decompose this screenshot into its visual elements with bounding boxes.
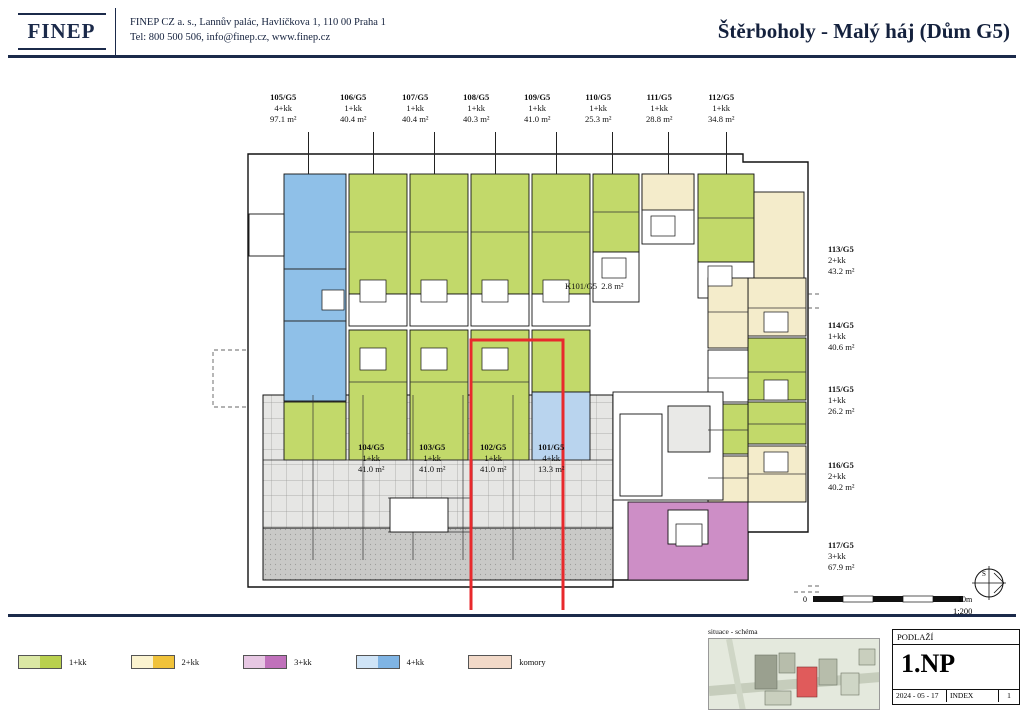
legend-label: komory <box>519 657 546 667</box>
unit-area: 13.3 m² <box>538 464 565 474</box>
unit-label-114 <box>828 320 854 353</box>
company-address: FINEP CZ a. s., Lannův palác, Havlíčkova 1, 110 00 Praha 1 <box>130 17 386 28</box>
leader-line <box>612 132 613 174</box>
legend-label: 4+kk <box>406 657 425 667</box>
unit-id: 107/G5 <box>402 92 429 102</box>
legend-item-2kk <box>131 655 200 669</box>
unit-layout: 1+kk <box>528 103 547 113</box>
legend-label: 2+kk <box>181 657 200 667</box>
unit-id: 114/G5 <box>828 320 854 330</box>
scale-bar <box>803 592 983 614</box>
unit-layout: 2+kk <box>828 471 846 481</box>
unit-layout: 3+kk <box>828 551 846 561</box>
unit-layout: 1+kk <box>406 103 425 113</box>
unit-label-104 <box>358 442 384 475</box>
unit-id: 117/G5 <box>828 540 854 550</box>
index-label: INDEX <box>947 690 999 702</box>
unit-area: 40.2 m² <box>828 482 855 492</box>
storage-area: 2.8 m² <box>601 281 624 291</box>
unit-id: 102/G5 <box>480 442 507 452</box>
unit-label-103 <box>419 442 445 475</box>
site-plan-title: situace - schéma <box>708 627 758 636</box>
floor-meta <box>893 689 1019 702</box>
unit-label-111 <box>646 92 672 125</box>
scale-min-label: 0 <box>803 595 807 604</box>
unit-label-116 <box>828 460 854 493</box>
finep-logo <box>8 8 116 55</box>
unit-layout: 4+kk <box>542 453 561 463</box>
unit-area: 67.9 m² <box>828 562 855 572</box>
unit-id: 109/G5 <box>524 92 551 102</box>
legend-item-komory <box>468 655 545 669</box>
unit-layout: 1+kk <box>828 395 846 405</box>
svg-text:S: S <box>982 570 986 578</box>
company-info <box>116 8 718 55</box>
unit-label-115 <box>828 384 854 417</box>
unit-id: 108/G5 <box>463 92 490 102</box>
unit-area: 34.8 m² <box>708 114 735 124</box>
leader-line <box>495 132 496 174</box>
unit-label-102 <box>480 442 506 475</box>
unit-id: 116/G5 <box>828 460 854 470</box>
floor-label: PODLAŽÍ <box>893 630 1019 645</box>
floor-info-box <box>892 629 1020 705</box>
storage-id: K101/G5 <box>565 281 597 291</box>
unit-id: 105/G5 <box>270 92 297 102</box>
unit-id: 111/G5 <box>646 92 672 102</box>
page-header <box>8 8 1016 58</box>
index-value: 1 <box>1007 691 1011 700</box>
scale-ratio-label: 1:200 <box>953 606 973 616</box>
unit-layout: 1+kk <box>650 103 669 113</box>
project-title: Štěrboholy - Malý háj (Dům G5) <box>717 19 1010 43</box>
legend-swatch <box>243 655 287 669</box>
unit-label-117 <box>828 540 854 573</box>
unit-area: 40.3 m² <box>463 114 490 124</box>
unit-id: 106/G5 <box>340 92 367 102</box>
legend-swatch <box>131 655 175 669</box>
unit-layout: 4+kk <box>274 103 293 113</box>
floor-value: 1.NP <box>901 649 956 678</box>
unit-id: 110/G5 <box>585 92 612 102</box>
legend-label: 3+kk <box>294 657 312 667</box>
unit-id: 113/G5 <box>828 244 854 254</box>
unit-area: 26.2 m² <box>828 406 855 416</box>
unit-area: 41.0 m² <box>419 464 446 474</box>
leader-line <box>556 132 557 174</box>
leader-line <box>373 132 374 174</box>
unit-layout: 1+kk <box>423 453 442 463</box>
unit-label-112 <box>708 92 734 125</box>
company-contact: Tel: 800 500 506, info@finep.cz, www.finep.cz <box>130 32 331 44</box>
leader-line <box>668 132 669 174</box>
logo-bar-bottom <box>18 48 106 50</box>
unit-layout: 2+kk <box>828 255 846 265</box>
unit-layout: 1+kk <box>589 103 608 113</box>
legend <box>18 655 590 669</box>
floorplan-drawing <box>8 62 1016 610</box>
unit-area: 40.4 m² <box>402 114 429 124</box>
leader-line <box>434 132 435 174</box>
scale-bar-graphic <box>813 594 963 606</box>
storage-label <box>565 281 623 292</box>
unit-area: 40.6 m² <box>828 342 855 352</box>
unit-label-101 <box>538 442 564 475</box>
unit-area: 41.0 m² <box>524 114 551 124</box>
unit-id: 115/G5 <box>828 384 854 394</box>
unit-layout: 1+kk <box>712 103 731 113</box>
unit-label-106 <box>340 92 366 125</box>
unit-area: 40.4 m² <box>340 114 367 124</box>
unit-id: 104/G5 <box>358 442 385 452</box>
unit-area: 25.3 m² <box>585 114 612 124</box>
unit-label-107 <box>402 92 428 125</box>
unit-layout: 1+kk <box>484 453 503 463</box>
unit-area: 43.2 m² <box>828 266 855 276</box>
site-plan-thumbnail[interactable] <box>708 627 880 710</box>
scale-max-label: 10m <box>958 595 973 604</box>
legend-swatch <box>468 655 512 669</box>
unit-label-113 <box>828 244 854 277</box>
unit-id: 101/G5 <box>538 442 565 452</box>
leader-line <box>726 132 727 174</box>
logo-bar-top <box>18 13 106 15</box>
unit-id: 103/G5 <box>419 442 446 452</box>
unit-layout: 1+kk <box>362 453 381 463</box>
floorplan-area <box>8 62 1016 616</box>
leader-line <box>308 132 309 174</box>
legend-item-3kk <box>243 655 312 669</box>
legend-item-4kk <box>356 655 425 669</box>
unit-layout: 1+kk <box>344 103 363 113</box>
unit-area: 41.0 m² <box>358 464 385 474</box>
unit-label-110 <box>585 92 611 125</box>
legend-item-1kk <box>18 655 87 669</box>
unit-layout: 1+kk <box>467 103 486 113</box>
legend-swatch <box>18 655 62 669</box>
unit-area: 41.0 m² <box>480 464 507 474</box>
unit-id: 112/G5 <box>708 92 735 102</box>
site-plan-image <box>708 638 880 710</box>
drawing-date: 2024 - 05 - 17 <box>893 690 947 702</box>
unit-label-105 <box>270 92 296 125</box>
compass-rose <box>968 562 1010 604</box>
unit-area: 97.1 m² <box>270 114 297 124</box>
logo-text: FINEP <box>27 19 96 43</box>
unit-area: 28.8 m² <box>646 114 673 124</box>
legend-label: 1+kk <box>69 657 87 667</box>
unit-label-108 <box>463 92 489 125</box>
unit-layout: 1+kk <box>828 331 846 341</box>
page-footer <box>8 614 1016 712</box>
legend-swatch <box>356 655 400 669</box>
unit-label-109 <box>524 92 550 125</box>
